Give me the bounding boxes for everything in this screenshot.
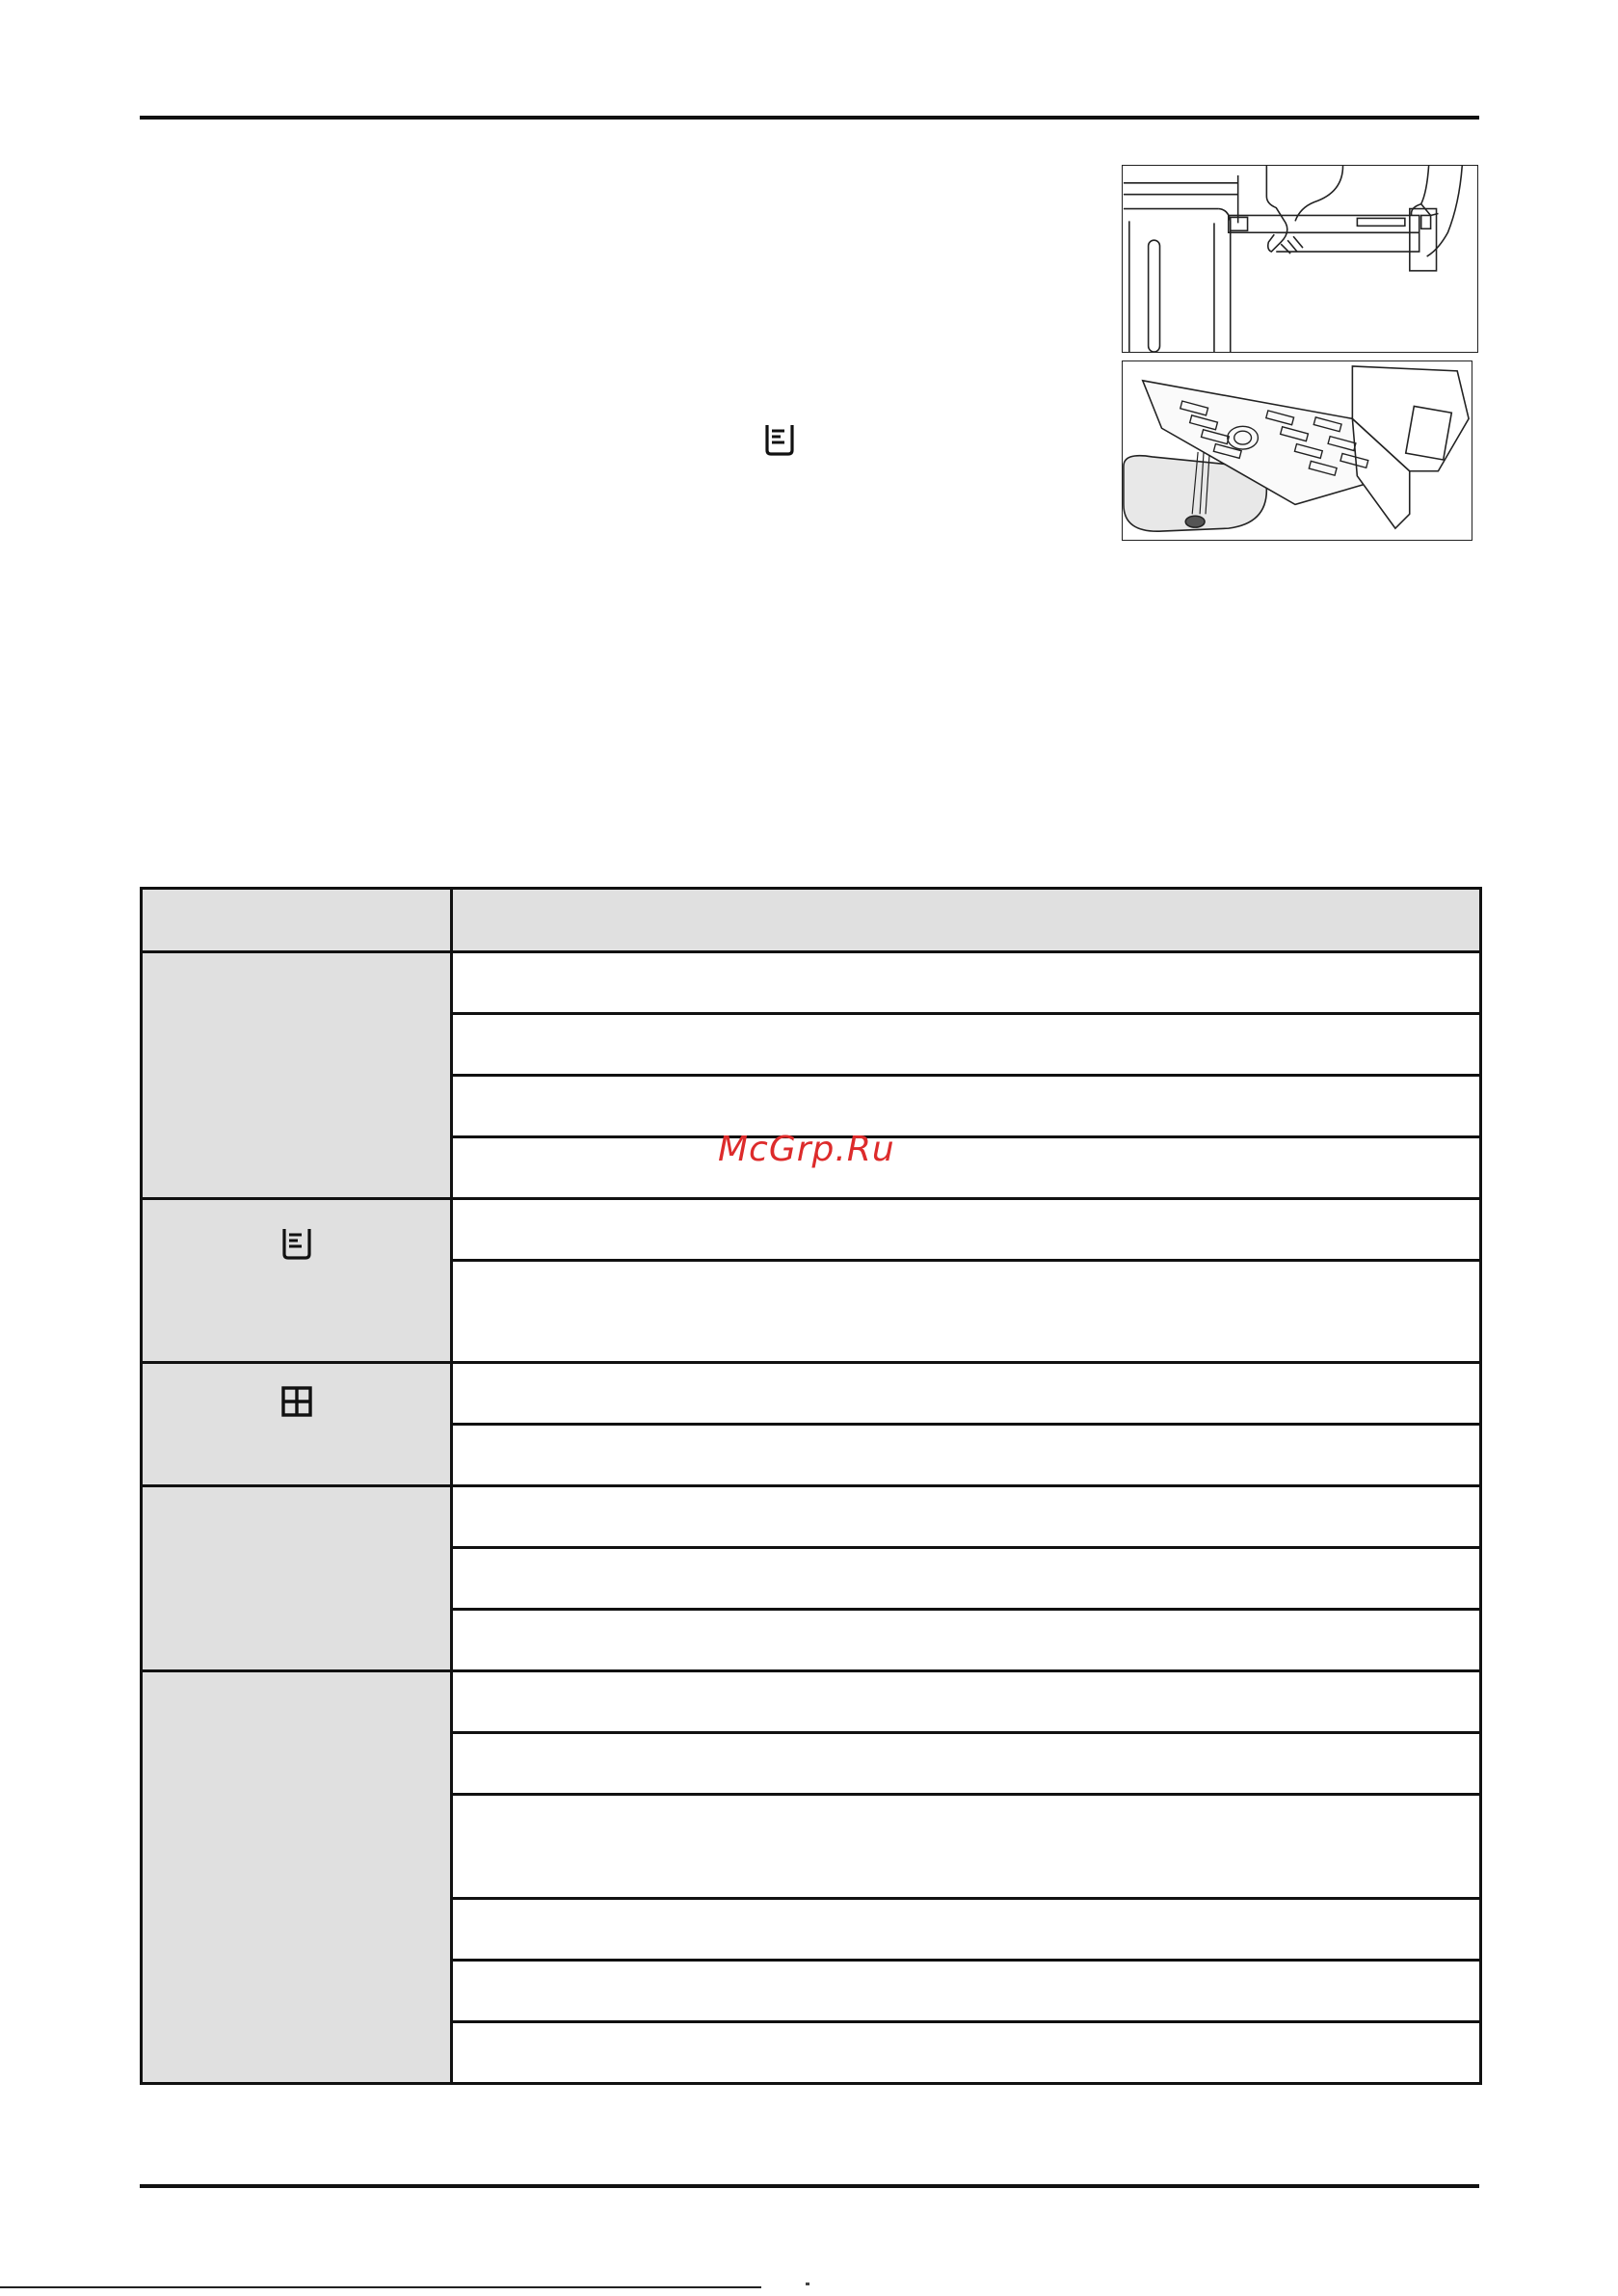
table-cell [452, 1014, 1481, 1076]
table-header-cell [452, 889, 1481, 952]
table-cell [452, 1076, 1481, 1137]
detergent-dispenser-icon [761, 421, 798, 458]
table-cell [452, 1610, 1481, 1671]
row-group-4 [142, 1486, 452, 1671]
page-edge-line [0, 2286, 761, 2288]
rinsing-dispenser-illustration [1122, 360, 1472, 541]
table-cell [452, 1199, 1481, 1261]
table-cell [452, 2022, 1481, 2084]
table-row [142, 952, 1481, 1014]
table-header-row [142, 889, 1481, 952]
table-cell [452, 1795, 1481, 1899]
row-group-5 [142, 1671, 452, 2084]
table-row [142, 1486, 1481, 1548]
removing-dispenser-drawer-illustration [1122, 165, 1478, 353]
detergent-dispenser-icon [279, 1225, 315, 1262]
table-row [142, 1363, 1481, 1425]
row-group-1 [142, 952, 452, 1199]
table-cell [452, 1899, 1481, 1961]
table-cell [452, 952, 1481, 1014]
table-cell [452, 1425, 1481, 1486]
page-edge-mark [806, 2283, 809, 2285]
table-row [142, 1199, 1481, 1261]
table-cell [452, 1486, 1481, 1548]
watermark-text: McGrp.Ru [718, 1130, 895, 1169]
table-header-cell [142, 889, 452, 952]
table-cell [452, 1671, 1481, 1733]
maintenance-table [140, 887, 1482, 2085]
grid-filter-icon [279, 1383, 315, 1420]
table-row [142, 1671, 1481, 1733]
table-cell [452, 1548, 1481, 1610]
table-cell [452, 1261, 1481, 1363]
row-group-2 [142, 1199, 452, 1363]
top-rule [140, 116, 1479, 120]
table-cell [452, 1961, 1481, 2022]
bottom-rule [140, 2184, 1479, 2188]
table-cell [452, 1733, 1481, 1795]
table-cell [452, 1137, 1481, 1199]
table-cell [452, 1363, 1481, 1425]
row-group-3 [142, 1363, 452, 1486]
